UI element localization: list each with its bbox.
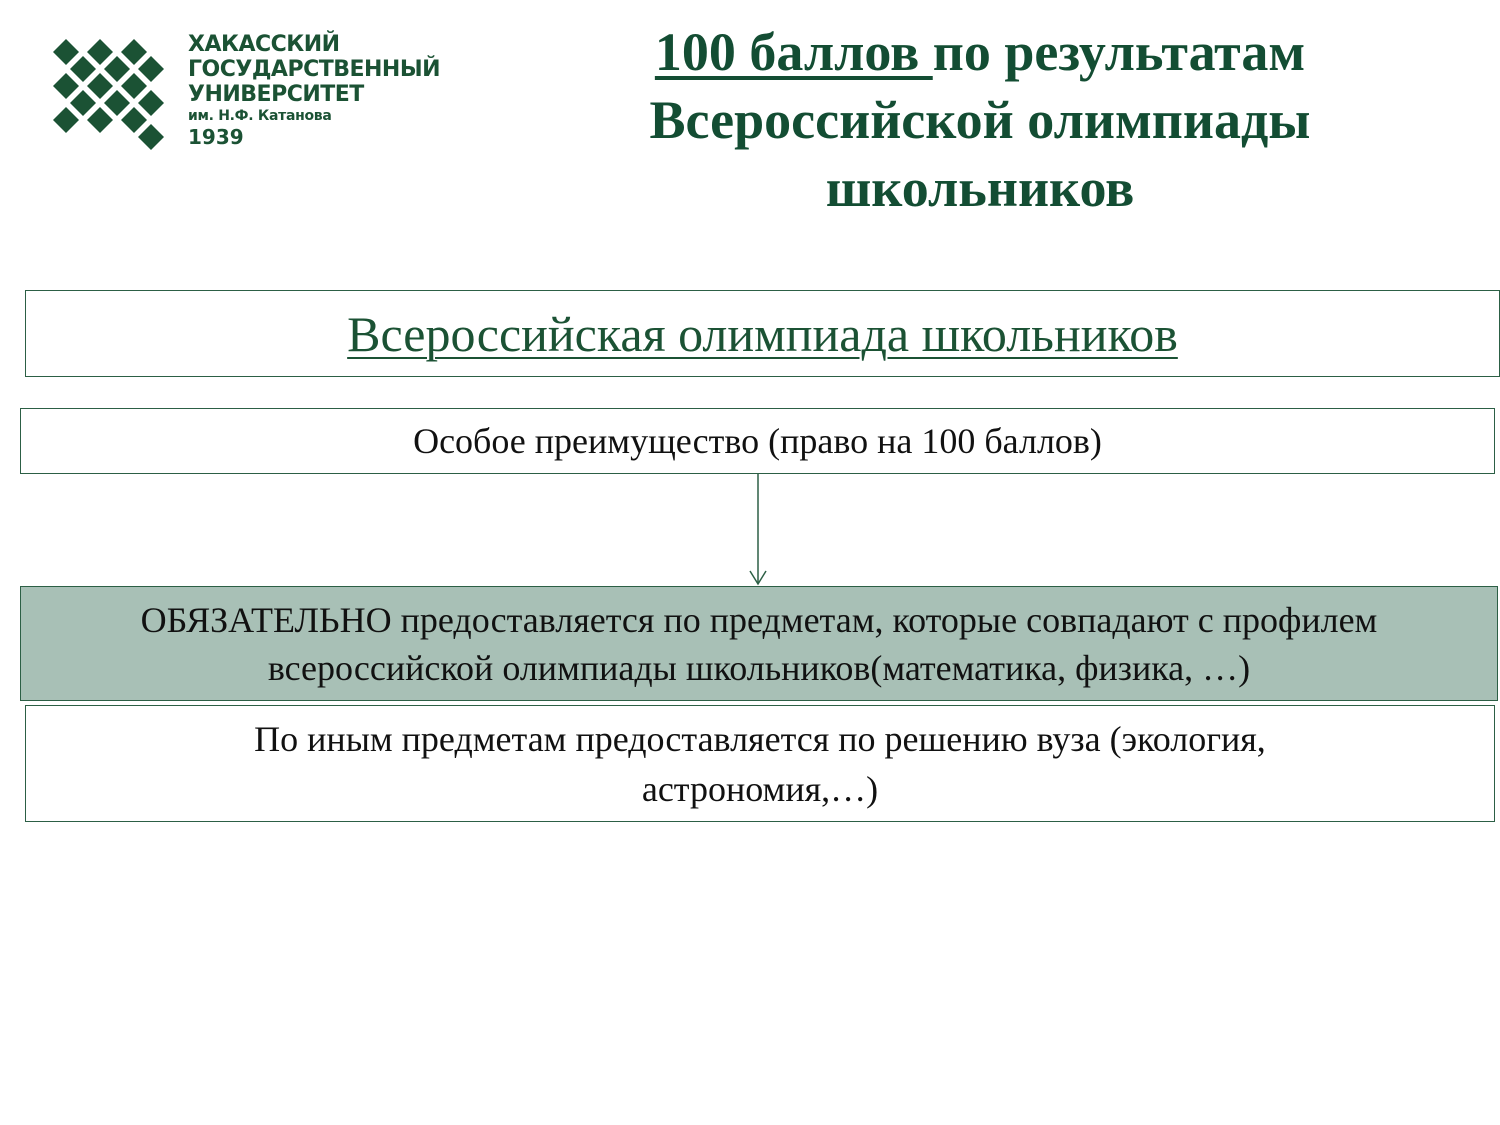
olympiad-label: Всероссийская олимпиада школьников <box>347 305 1178 362</box>
privilege-label: Особое преимущество (право на 100 баллов) <box>413 421 1102 461</box>
logo-line-1: ХАКАССКИЙ <box>188 32 340 57</box>
slide-title <box>560 18 1400 222</box>
logo-text <box>188 34 440 147</box>
diamond-grid-icon <box>50 30 175 155</box>
privilege-box <box>20 408 1495 474</box>
title-underlined: 100 баллов <box>654 22 933 82</box>
university-logo <box>50 30 470 160</box>
logo-year: 1939 <box>188 125 244 149</box>
logo-line-2: ГОСУДАРСТВЕННЫЙ <box>188 57 441 82</box>
olympiad-box <box>25 290 1500 377</box>
mandatory-box <box>20 586 1498 701</box>
other-subjects-box <box>25 705 1495 822</box>
logo-line-3: УНИВЕРСИТЕТ <box>188 82 364 107</box>
title-rest: по результатам Всероссийской олимпиады школьников <box>649 22 1311 218</box>
other-subjects-label: По иным предметам предоставляется по решению вуза (экология, астрономия,…) <box>254 718 1266 809</box>
down-arrow-icon <box>745 474 771 586</box>
logo-line-4: им. Н.Ф. Катанова <box>188 108 332 124</box>
mandatory-label: ОБЯЗАТЕЛЬНО предоставляется по предметам, которые совпадают с профилем всероссийской олимпиады школьников(математика, физика, …) <box>140 599 1378 688</box>
